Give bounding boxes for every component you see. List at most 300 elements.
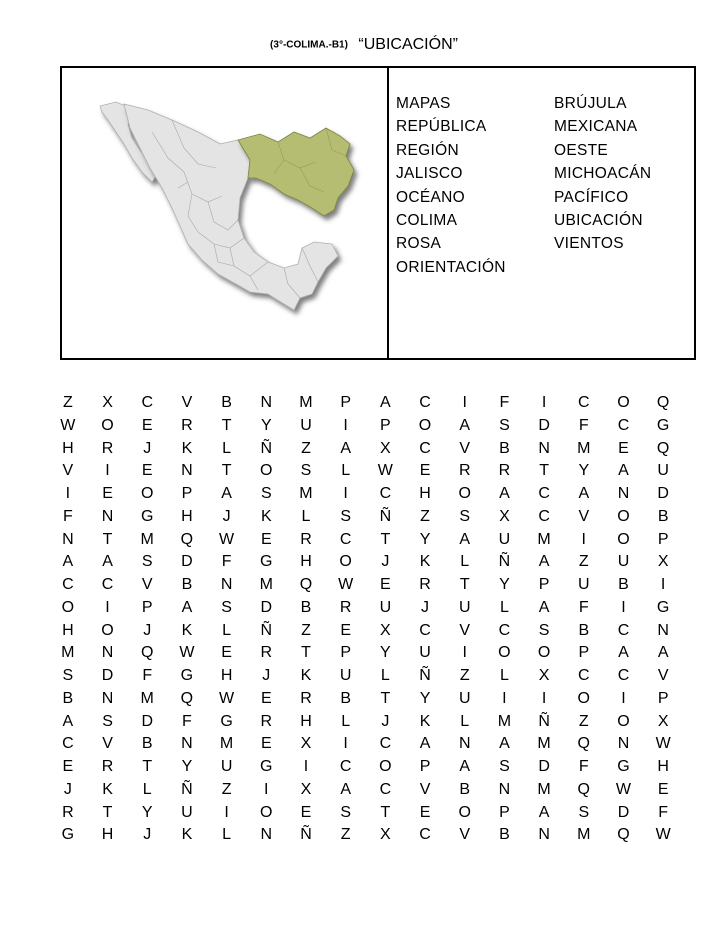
grid-letter: B	[578, 621, 590, 639]
grid-letter: M	[299, 394, 313, 411]
word-search-grid	[60, 392, 700, 847]
grid-letter: H	[101, 826, 114, 844]
grid-letter: C	[379, 735, 392, 753]
grid-letter: R	[101, 439, 114, 457]
grid-letter: F	[221, 553, 232, 571]
grid-letter: C	[379, 780, 392, 798]
grid-letter: U	[657, 462, 669, 480]
grid-letter: S	[340, 507, 351, 525]
grid-letter: Z	[340, 826, 351, 844]
box-divider	[387, 68, 389, 358]
grid-letter: N	[101, 644, 114, 662]
grid-letter: T	[102, 803, 113, 821]
grid-row	[60, 620, 700, 643]
grid-letter: A	[538, 598, 550, 616]
grid-letter: T	[221, 462, 232, 480]
grid-letter: J	[143, 621, 152, 639]
grid-letter: Q	[656, 439, 670, 457]
grid-row	[60, 574, 700, 597]
grid-letter: A	[62, 712, 74, 730]
grid-letter: M	[577, 826, 591, 844]
grid-letter: E	[141, 416, 153, 434]
grid-letter: C	[498, 621, 511, 639]
grid-letter: L	[499, 598, 509, 616]
grid-letter: E	[380, 576, 391, 593]
word: ROSA	[396, 235, 442, 253]
grid-letter: H	[220, 667, 233, 684]
grid-letter: V	[102, 735, 113, 753]
grid-row	[60, 392, 700, 415]
grid-letter: D	[538, 416, 550, 434]
word: OESTE	[554, 141, 609, 159]
grid-letter: B	[340, 689, 351, 707]
grid-letter: N	[101, 507, 114, 525]
grid-letter: S	[221, 598, 232, 616]
grid-letter: A	[578, 485, 590, 502]
grid-letter: R	[101, 758, 114, 775]
word-row	[396, 115, 686, 138]
grid-letter: O	[537, 644, 551, 662]
grid-letter: Q	[577, 735, 590, 753]
grid-letter: O	[379, 758, 392, 775]
grid-letter: N	[458, 735, 471, 753]
grid-letter: J	[262, 667, 271, 684]
grid-letter: X	[300, 735, 312, 753]
grid-letter: M	[497, 712, 512, 730]
grid-letter: I	[65, 485, 71, 502]
grid-letter: A	[102, 553, 113, 571]
grid-letter: A	[459, 530, 471, 548]
grid-letter: Z	[459, 667, 470, 684]
grid-letter: N	[62, 530, 74, 548]
grid-letter: S	[62, 667, 74, 684]
grid-letter: C	[419, 621, 431, 639]
word: ORIENTACIÓN	[396, 258, 506, 276]
grid-letter: U	[458, 689, 471, 707]
grid-letter: G	[140, 507, 154, 525]
grid-letter: J	[63, 780, 72, 798]
grid-letter: F	[499, 394, 510, 411]
grid-letter: A	[340, 439, 351, 457]
grid-letter: S	[340, 803, 351, 821]
grid-letter: O	[617, 394, 630, 411]
grid-letter: Q	[299, 576, 313, 593]
grid-row	[60, 415, 700, 438]
grid-letter: A	[538, 803, 550, 821]
grid-letter: X	[657, 553, 669, 571]
grid-letter: F	[658, 803, 669, 821]
grid-letter: H	[62, 621, 74, 639]
grid-letter: B	[459, 780, 471, 798]
grid-letter: H	[181, 507, 193, 525]
grid-letter: R	[339, 598, 352, 616]
grid-letter: H	[300, 712, 312, 730]
grid-letter: U	[419, 644, 431, 662]
grid-letter: Ñ	[260, 621, 273, 639]
grid-letter: V	[141, 576, 153, 593]
grid-letter: U	[498, 530, 511, 548]
grid-letter: S	[260, 485, 272, 502]
grid-letter: M	[577, 439, 591, 457]
grid-letter: A	[499, 735, 510, 753]
map-mainland	[124, 104, 338, 310]
grid-letter: B	[657, 507, 669, 525]
grid-letter: C	[538, 485, 550, 502]
word: REGIÓN	[396, 141, 459, 159]
grid-letter: R	[260, 712, 273, 730]
grid-letter: N	[657, 621, 669, 639]
grid-letter: F	[578, 758, 589, 775]
grid-letter: Z	[420, 507, 430, 525]
grid-letter: K	[181, 621, 193, 639]
grid-letter: P	[340, 394, 351, 411]
grid-letter: B	[62, 689, 74, 707]
grid-letter: I	[581, 530, 586, 548]
grid-letter: C	[62, 576, 74, 593]
grid-row	[60, 711, 700, 734]
grid-letter: C	[101, 576, 114, 593]
grid-letter: T	[380, 530, 391, 548]
grid-letter: V	[657, 667, 669, 684]
grid-letter: D	[657, 485, 669, 502]
grid-letter: O	[617, 507, 630, 525]
grid-letter: C	[379, 485, 392, 502]
grid-letter: D	[617, 803, 630, 821]
grid-letter: K	[260, 507, 272, 525]
grid-letter: I	[462, 644, 467, 662]
grid-letter: L	[222, 826, 232, 844]
grid-letter: Z	[301, 439, 311, 457]
grid-letter: E	[260, 530, 272, 548]
grid-letter: E	[340, 621, 351, 639]
grid-letter: Y	[260, 416, 272, 434]
grid-letter: R	[62, 803, 74, 821]
grid-letter: S	[578, 803, 590, 821]
grid-letter: W	[60, 416, 76, 434]
grid-letter: I	[660, 576, 666, 593]
grid-letter: G	[656, 416, 670, 434]
grid-letter: L	[222, 621, 232, 639]
grid-letter: E	[221, 644, 232, 662]
grid-letter: B	[141, 735, 153, 753]
grid-letter: H	[419, 485, 431, 502]
grid-letter: I	[264, 780, 269, 798]
grid-letter: Y	[380, 644, 391, 662]
grid-row	[60, 733, 700, 756]
grid-letter: N	[260, 826, 273, 844]
grid-letter: D	[538, 758, 550, 775]
grid-letter: C	[62, 735, 74, 753]
grid-letter: R	[300, 530, 312, 548]
grid-letter: Y	[181, 758, 193, 775]
grid-letter: N	[101, 689, 114, 707]
grid-letter: Y	[578, 462, 590, 480]
grid-row	[60, 665, 700, 688]
grid-row	[60, 802, 700, 825]
grid-letter: X	[499, 507, 510, 525]
grid-letter: C	[339, 758, 352, 775]
grid-letter: I	[343, 416, 348, 434]
grid-letter: A	[459, 416, 471, 434]
grid-letter: L	[222, 439, 232, 457]
grid-letter: X	[102, 394, 113, 411]
grid-letter: W	[338, 576, 354, 593]
grid-row	[60, 779, 700, 802]
grid-letter: C	[339, 530, 352, 548]
grid-letter: Q	[656, 394, 670, 411]
grid-letter: M	[140, 530, 154, 548]
grid-letter: V	[578, 507, 590, 525]
grid-letter: L	[341, 462, 351, 480]
grid-letter: N	[538, 439, 550, 457]
grid-letter: O	[617, 530, 630, 548]
grid-letter: N	[617, 735, 630, 753]
grid-letter: F	[182, 712, 192, 730]
grid-letter: R	[419, 576, 431, 593]
grid-letter: J	[143, 826, 152, 844]
grid-letter: I	[343, 735, 348, 753]
grid-row	[60, 460, 700, 483]
grid-letter: I	[541, 689, 547, 707]
grid-letter: J	[222, 507, 231, 525]
grid-letter: X	[538, 667, 550, 684]
word: MAPAS	[396, 95, 451, 112]
grid-letter: C	[617, 416, 630, 434]
grid-letter: Y	[499, 576, 510, 593]
grid-letter: E	[419, 803, 431, 821]
grid-letter: Q	[180, 530, 194, 548]
grid-letter: X	[380, 826, 391, 844]
grid-letter: O	[458, 485, 471, 502]
grid-letter: A	[618, 462, 629, 480]
grid-letter: E	[260, 735, 272, 753]
grid-letter: H	[657, 758, 669, 775]
grid-letter: M	[537, 780, 551, 798]
grid-letter: T	[380, 689, 391, 707]
word: VIENTOS	[554, 235, 624, 253]
grid-letter: Q	[140, 644, 154, 662]
grid-letter: Q	[577, 780, 590, 798]
grid-letter: O	[140, 485, 154, 502]
grid-letter: L	[460, 712, 470, 730]
grid-letter: T	[142, 758, 153, 775]
grid-letter: Z	[578, 553, 589, 571]
grid-letter: P	[657, 530, 669, 548]
grid-letter: X	[380, 439, 391, 457]
grid-letter: I	[343, 485, 348, 502]
grid-letter: P	[499, 803, 510, 821]
grid-row	[60, 756, 700, 779]
grid-letter: W	[655, 735, 671, 753]
grid-letter: H	[62, 439, 74, 457]
grid-row	[60, 688, 700, 711]
grid-letter: V	[181, 394, 193, 411]
grid-letter: H	[300, 553, 312, 571]
grid-letter: Z	[578, 712, 589, 730]
grid-row	[60, 824, 700, 847]
grid-letter: M	[61, 644, 75, 662]
grid-letter: N	[498, 780, 511, 798]
grid-letter: K	[419, 553, 431, 571]
grid-letter: V	[419, 780, 431, 798]
page-header	[0, 36, 728, 54]
grid-letter: O	[418, 416, 432, 434]
grid-letter: S	[499, 416, 510, 434]
grid-letter: K	[181, 439, 193, 457]
grid-letter: N	[181, 462, 193, 480]
grid-letter: L	[499, 667, 509, 684]
grid-letter: X	[300, 780, 312, 798]
grid-letter: I	[303, 758, 309, 775]
grid-letter: T	[221, 416, 232, 434]
grid-letter: P	[657, 689, 669, 707]
grid-letter: K	[419, 712, 431, 730]
word: PACÍFICO	[554, 188, 629, 206]
grid-letter: G	[61, 826, 75, 844]
grid-letter: R	[260, 644, 273, 662]
grid-letter: I	[224, 803, 229, 821]
word: UBICACIÓN	[554, 211, 643, 229]
grid-letter: E	[657, 780, 669, 798]
grid-letter: L	[341, 712, 351, 730]
grid-letter: Ñ	[379, 507, 392, 525]
grid-letter: K	[181, 826, 193, 844]
grid-letter: I	[105, 462, 110, 480]
grid-letter: G	[220, 712, 233, 730]
grid-letter: O	[101, 416, 114, 434]
grid-letter: S	[141, 553, 153, 571]
grid-letter: L	[460, 553, 470, 571]
grid-row	[60, 438, 700, 461]
grid-letter: C	[578, 667, 590, 684]
grid-letter: X	[657, 712, 669, 730]
grid-letter: Ñ	[538, 712, 550, 730]
grid-letter: L	[380, 667, 390, 684]
grid-letter: Ñ	[300, 826, 312, 844]
grid-letter: O	[577, 689, 590, 707]
grid-letter: W	[615, 780, 632, 798]
grid-letter: N	[260, 394, 273, 411]
grid-letter: J	[143, 439, 152, 457]
grid-letter: P	[141, 598, 153, 616]
word: REPÚBLICA	[396, 118, 487, 136]
grid-letter: B	[499, 439, 510, 457]
grid-letter: C	[538, 507, 550, 525]
grid-letter: F	[578, 598, 589, 616]
grid-row	[60, 642, 700, 665]
grid-letter: O	[260, 803, 273, 821]
grid-letter: E	[300, 803, 312, 821]
grid-letter: A	[538, 553, 550, 571]
grid-letter: R	[181, 416, 193, 434]
grid-letter: F	[62, 507, 73, 525]
grid-letter: B	[618, 576, 629, 593]
grid-letter: U	[300, 416, 312, 434]
grid-letter: G	[180, 667, 194, 684]
grid-letter: N	[220, 576, 233, 593]
word-row	[396, 139, 686, 162]
word-list	[396, 92, 686, 279]
grid-letter: U	[379, 598, 392, 616]
grid-letter: C	[578, 394, 590, 411]
grid-letter: U	[181, 803, 193, 821]
grid-letter: E	[260, 689, 272, 707]
grid-letter: Z	[221, 780, 232, 798]
grid-letter: S	[300, 462, 312, 480]
grid-letter: C	[419, 394, 431, 411]
word: MEXICANA	[554, 118, 638, 136]
grid-letter: Ñ	[181, 780, 193, 798]
grid-letter: Y	[419, 530, 431, 548]
grid-letter: U	[578, 576, 590, 593]
grid-letter: L	[142, 780, 152, 798]
word-row	[396, 186, 686, 209]
word: COLIMA	[396, 211, 458, 229]
grid-letter: G	[656, 598, 670, 616]
grid-letter: W	[219, 689, 235, 707]
grid-letter: I	[105, 598, 110, 616]
map-highlighted-state	[238, 128, 354, 216]
grid-letter: K	[300, 667, 312, 684]
grid-letter: O	[61, 598, 75, 616]
grid-letter: Ñ	[419, 667, 431, 684]
grid-letter: T	[301, 644, 311, 662]
grid-letter: G	[260, 758, 273, 775]
grid-letter: P	[419, 758, 431, 775]
grid-letter: F	[142, 667, 153, 684]
grid-row	[60, 506, 700, 529]
grid-letter: A	[380, 394, 391, 411]
grid-letter: A	[62, 553, 74, 571]
grid-letter: A	[419, 735, 431, 753]
grid-letter: I	[621, 689, 626, 707]
grid-letter: T	[380, 803, 391, 821]
grid-letter: S	[538, 621, 550, 639]
grid-letter: E	[419, 462, 431, 480]
grid-letter: W	[219, 530, 235, 548]
grid-letter: C	[141, 394, 153, 411]
word-row	[396, 92, 686, 115]
grid-letter: C	[419, 826, 431, 844]
grid-row	[60, 551, 700, 574]
grid-letter: S	[102, 712, 113, 730]
grid-letter: P	[340, 644, 351, 662]
grid-letter: A	[618, 644, 629, 662]
grid-letter: A	[340, 780, 351, 798]
grid-letter: N	[538, 826, 550, 844]
word: JALISCO	[396, 165, 463, 183]
grid-letter: R	[300, 689, 312, 707]
course-code: (3°-COLIMA.-B1)	[270, 39, 348, 51]
grid-letter: M	[259, 576, 273, 593]
grid-letter: J	[421, 598, 430, 616]
grid-letter: V	[459, 826, 471, 844]
grid-letter: Q	[180, 689, 194, 707]
grid-letter: S	[459, 507, 471, 525]
grid-letter: M	[537, 735, 551, 753]
grid-letter: A	[657, 644, 669, 662]
grid-letter: B	[499, 826, 510, 844]
grid-row	[60, 597, 700, 620]
grid-letter: I	[621, 598, 626, 616]
grid-letter: Y	[141, 803, 153, 821]
grid-letter: M	[537, 530, 551, 548]
grid-letter: J	[381, 712, 390, 730]
word: BRÚJULA	[554, 95, 627, 112]
grid-letter: O	[617, 712, 630, 730]
mexico-map-image	[88, 98, 368, 348]
grid-letter: U	[339, 667, 352, 684]
